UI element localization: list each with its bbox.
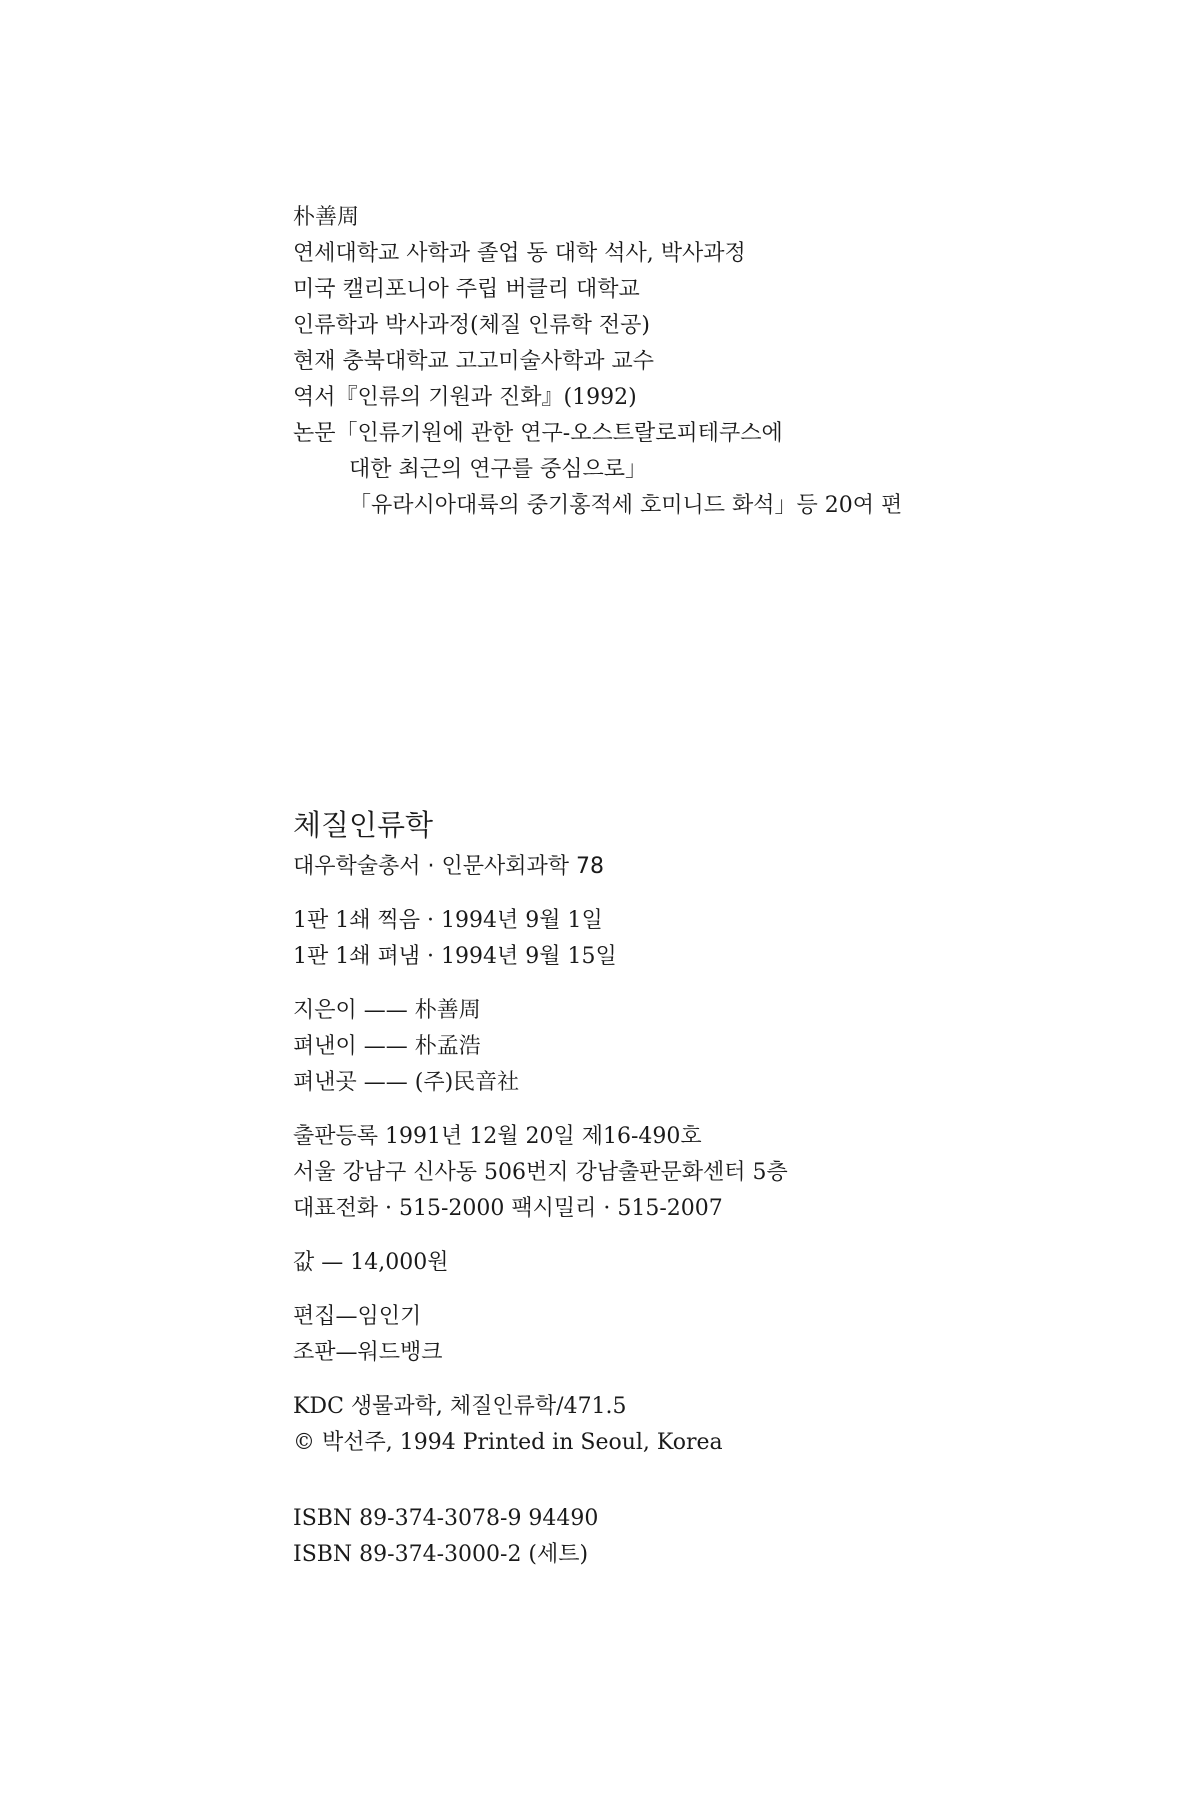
copyright-notice: © 박선주, 1994 Printed in Seoul, Korea (293, 1430, 723, 1455)
series-name: 대우학술총서 · 인문사회과학 78 (293, 854, 604, 879)
credit-publisher: 펴낸이 —— 朴孟浩 (293, 1034, 481, 1059)
credit-publishing-house: 펴낸곳 —— (주)民音社 (293, 1070, 520, 1095)
bio-line-indented: 「유라시아대륙의 중기홍적세 호미니드 화석」등 20여 편 (349, 493, 903, 518)
bio-line: 미국 캘리포니아 주립 버클리 대학교 (293, 277, 640, 302)
book-title: 체질인류학 (293, 808, 434, 842)
isbn: ISBN 89-374-3078-9 94490 (293, 1506, 599, 1531)
bio-line: 현재 충북대학교 고고미술사학과 교수 (293, 349, 655, 374)
typesetter: 조판—워드뱅크 (293, 1340, 443, 1365)
bio-line: 인류학과 박사과정(체질 인류학 전공) (293, 313, 650, 338)
registration: 출판등록 1991년 12월 20일 제16-490호 (293, 1124, 702, 1149)
colophon (293, 805, 1113, 1573)
price: 값 — 14,000원 (293, 1250, 449, 1275)
author-biography (293, 200, 1113, 524)
publish-date: 1판 1쇄 펴냄 · 1994년 9월 15일 (293, 944, 617, 969)
print-date: 1판 1쇄 찍음 · 1994년 9월 1일 (293, 908, 603, 933)
bio-line-indented: 대한 최근의 연구를 중심으로」 (349, 457, 648, 482)
bio-line: 역서『인류의 기원과 진화』(1992) (293, 385, 637, 410)
author-name: 朴善周 (293, 205, 360, 230)
classification: KDC 생물과학, 체질인류학/471.5 (293, 1394, 627, 1419)
bio-line: 연세대학교 사학과 졸업 동 대학 석사, 박사과정 (293, 241, 746, 266)
bio-line: 논문「인류기원에 관한 연구-오스트랄로피테쿠스에 (293, 421, 783, 446)
address: 서울 강남구 신사동 506번지 강남출판문화센터 5층 (293, 1160, 788, 1185)
credit-author: 지은이 —— 朴善周 (293, 998, 481, 1023)
isbn-set: ISBN 89-374-3000-2 (세트) (293, 1542, 589, 1567)
editor: 편집—임인기 (293, 1304, 422, 1329)
phone-fax: 대표전화 · 515-2000 팩시밀리 · 515-2007 (293, 1196, 723, 1221)
